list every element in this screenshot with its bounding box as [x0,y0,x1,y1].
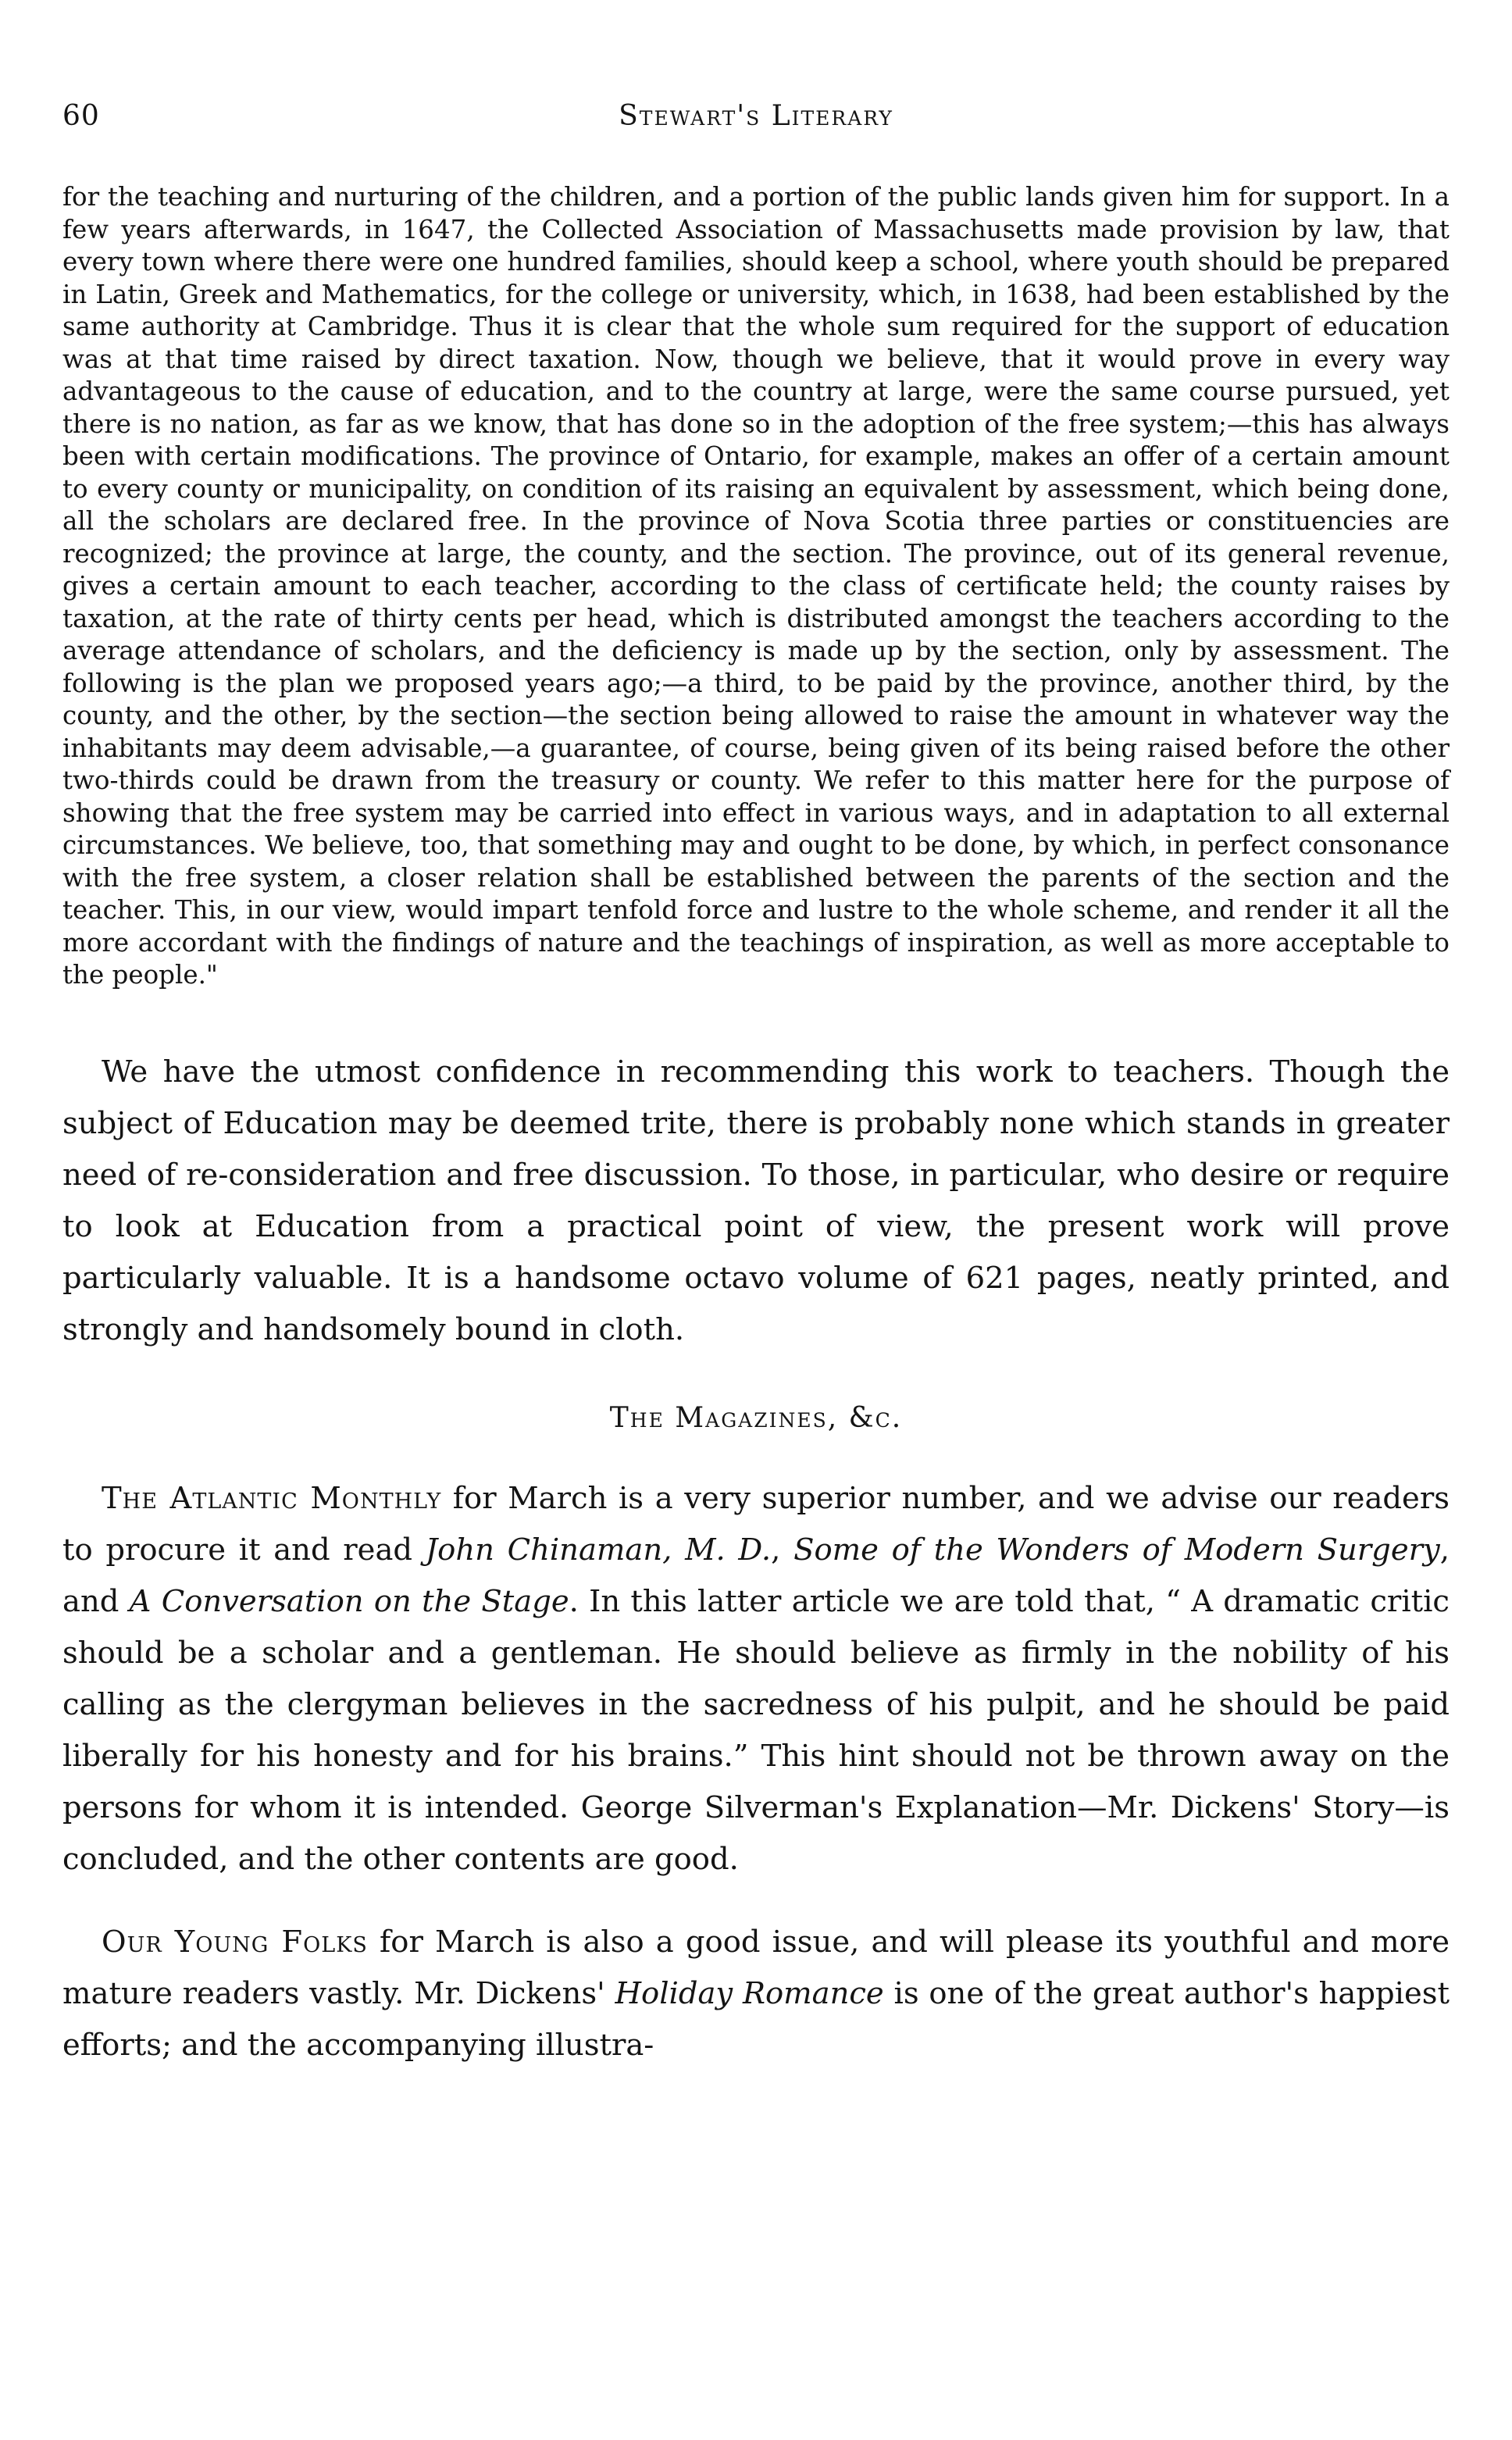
atlantic-work-3: A Conversation on the Stage [129,1583,569,1619]
young-folks-paragraph [62,1917,1450,2071]
young-folks-text-2: is one of the great author's happiest efforts; and the accompanying illustra- [62,1975,1450,2063]
review-paragraph: We have the utmost confidence in recommending this work to teachers. Though the subject of Education may be deemed trite, there is probably none which stands in greater need of re-consideration and free discussion. To those, in particular, who desire or require to look at Education from a practical point of view, the present work will prove particularly valuable. It is a handsome octavo volume of 621 pages, neatly printed, and strongly and handsomely bound in cloth. [62,1054,1450,1347]
atlantic-text-1: for March is a very superior number, and we advise our readers to procure it and read [62,1480,1450,1568]
atlantic-paragraph-container [62,1473,1450,1885]
atlantic-sep-1: , [771,1532,794,1568]
atlantic-title: The Atlantic Monthly [102,1480,442,1516]
section-heading: The Magazines, &c. [609,1401,903,1434]
quoted-passage [62,181,1450,992]
review-paragraph-container [62,1047,1450,1356]
young-folks-work-1: Holiday Romance [615,1975,884,2011]
atlantic-text-2: . In this latter article we are told that, “ A dramatic critic should be a scholar and a gentleman. He should believe as firmly in the nobility of his calling as the clergyman believes in the sacredness of his pulpit, and he should be paid liberally for his honesty and for his brains.” This hint should not be thrown away on the persons for whom it is intended. George Silverman's Explanation—Mr. Dickens' Story—is concluded, and the other contents are good. [62,1583,1450,1877]
page-number: 60 [62,100,100,132]
page [62,100,1450,2071]
page-header [62,100,1450,147]
young-folks-title: Our Young Folks [102,1924,368,1960]
atlantic-work-2: Some of the Wonders of Modern Surgery [793,1532,1440,1568]
running-head: Stewart's Literary [619,100,893,132]
young-folks-paragraph-container [62,1917,1450,2071]
young-folks-text-1: for March is also a good issue, and will please its youthful and more mature readers vastly. Mr. Dickens' [62,1924,1450,2011]
atlantic-work-1: John Chinaman, M. D. [425,1532,772,1568]
quote-paragraph: for the teaching and nurturing of the children, and a portion of the public lands given him for support. In a few years afterwards, in 1647, the Collected Association of Massachusetts made provision by law, that every town where there were one hundred families, should keep a school, where youth should be prepared in Latin, Greek and Mathematics, for the college or university, which, in 1638, had been established by the same authority at Cambridge. Thus it is clear that the whole sum required for the support of education was at that time raised by direct taxation. Now, though we believe, that it would prove in every way advantageous to the cause of education, and to the country at large, were the same course pursued, yet there is no nation, as far as we know, that has done so in the adoption of the free system;—this has always been with certain modifications. The province of Ontario, for example, makes an offer of a certain amount to every county or municipality, on condition of its raising an equivalent by assessment, which being done, all the scholars are declared free. In the province of Nova Scotia three parties or constituencies are recognized; the province at large, the county, and the section. The province, out of its general revenue, gives a certain amount to each teacher, according to the class of certificate held; the county raises by taxation, at the rate of thirty cents per head, which is distributed amongst the teachers according to the average attendance of scholars, and the deficiency is made up by the section, only by assessment. The following is the plan we proposed years ago;—a third, to be paid by the province, another third, by the county, and the other, by the section—the section being allowed to raise the amount in whatever way the inhabitants may deem advisable,—a guarantee, of course, being given of its being raised before the other two-thirds could be drawn from the treasury or county. We refer to this matter here for the purpose of showing that the free system may be carried into effect in various ways, and in adaptation to all external circumstances. We believe, too, that something may and ought to be done, by which, in perfect consonance with the free system, a closer relation shall be established between the parents of the section and the teacher. This, in our view, would impart tenfold force and lustre to the whole scheme, and render it all the more accordant with the findings of nature and the teachings of inspiration, as well as more acceptable to the people." [62,182,1450,990]
atlantic-paragraph [62,1473,1450,1885]
atlantic-sep-2: , and [62,1532,1450,1619]
